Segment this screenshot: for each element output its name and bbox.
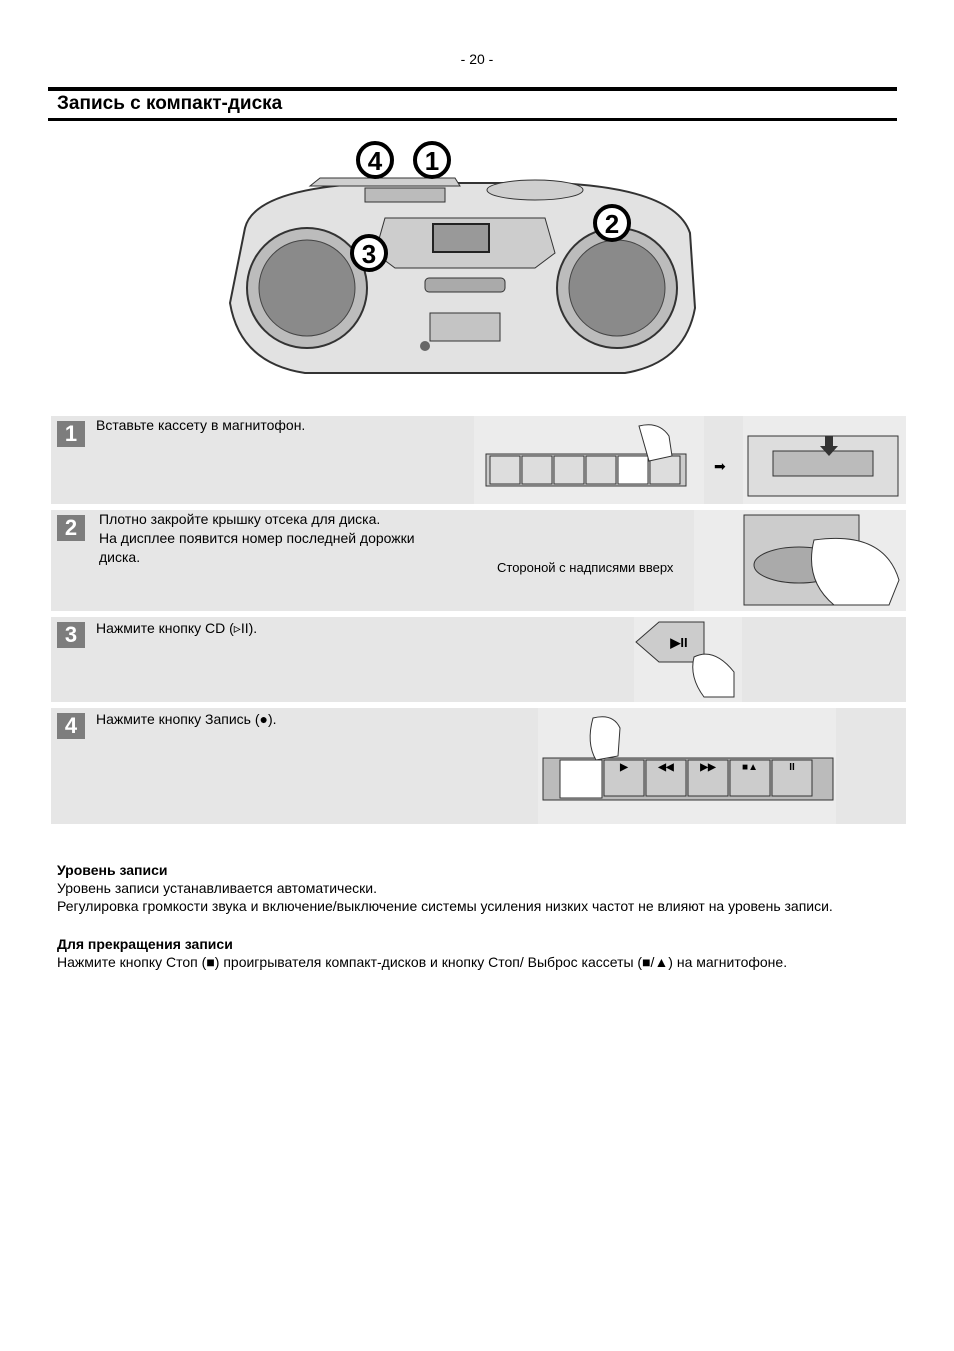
disc-label-callout: Стороной с надписями вверх xyxy=(497,560,674,575)
step-4-text: Нажмите кнопку Запись (●). xyxy=(96,711,277,727)
page-title: Запись с компакт-диска xyxy=(57,93,283,114)
step-1 xyxy=(51,416,906,504)
stop-recording-text: Нажмите кнопку Стоп (■) проигрывателя компакт-дисков и кнопку Стоп/ Выброс кассеты (■/▲) на магнитофоне. xyxy=(57,954,788,970)
deck-stop-eject-label: ■▲ xyxy=(742,762,758,773)
arrow-icon: ➡ xyxy=(714,458,726,474)
callout-2: 2 xyxy=(604,209,620,239)
step-3-text: Нажмите кнопку CD (▹II). xyxy=(96,620,258,636)
callout-4: 4 xyxy=(367,146,383,176)
recording-level-text-1: Уровень записи устанавливается автоматически. xyxy=(57,880,377,896)
step-1-text: Вставьте кассету в магнитофон. xyxy=(96,417,306,433)
record-button-drawing xyxy=(538,708,836,824)
cd-insert-drawing xyxy=(694,510,906,611)
step-3-badge: 3 xyxy=(57,622,85,648)
callout-1: 1 xyxy=(424,146,440,176)
page-number: - 20 - xyxy=(460,51,494,67)
deck-ffwd-label: ▶▶ xyxy=(700,762,716,773)
cassette-insert-illustration xyxy=(743,416,906,504)
cd-play-button-illustration xyxy=(634,617,742,702)
step-4-badge: 4 xyxy=(57,713,85,739)
title-rule-top xyxy=(48,87,897,91)
boombox-drawing xyxy=(225,138,700,383)
deck-rewind-label: ◀◀ xyxy=(658,762,674,773)
cassette-deck-drawing xyxy=(474,416,704,504)
stop-recording-heading: Для прекращения записи xyxy=(57,936,233,952)
step-3 xyxy=(51,617,906,702)
step-1-badge: 1 xyxy=(57,421,85,447)
step-2 xyxy=(51,510,906,611)
step-2-line-3: диска. xyxy=(99,549,141,565)
step-2-line-2: На дисплее появится номер последней дорожки xyxy=(99,530,415,546)
cassette-deck-illustration xyxy=(474,416,704,504)
deck-pause-label: II xyxy=(789,762,795,773)
cd-insert-illustration xyxy=(694,510,906,611)
cd-play-button-drawing xyxy=(634,617,742,702)
boombox-illustration xyxy=(225,138,700,383)
title-rule-bottom xyxy=(48,118,897,121)
record-button-illustration xyxy=(538,708,836,824)
recording-level-text-2: Регулировка громкости звука и включение/выключение системы усиления низких частот не влияют на уровень записи. xyxy=(57,898,833,914)
cassette-insert-drawing xyxy=(743,416,906,504)
recording-level-heading: Уровень записи xyxy=(57,862,168,878)
step-2-text xyxy=(99,510,415,567)
step-2-line-1: Плотно закройте крышку отсека для диска. xyxy=(99,511,381,527)
step-4 xyxy=(51,708,906,824)
svg-text:▶II: ▶II xyxy=(670,635,688,650)
step-2-badge: 2 xyxy=(57,515,85,541)
callout-3: 3 xyxy=(361,239,377,269)
deck-play-label: ▶ xyxy=(620,762,628,773)
